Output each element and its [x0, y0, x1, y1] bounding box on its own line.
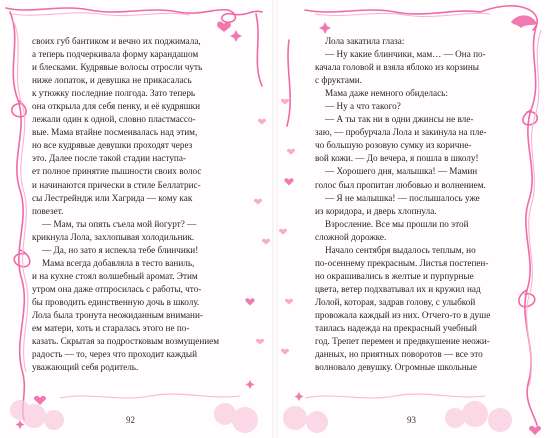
text-line: это. Далее после такой стадии наступа-	[32, 153, 186, 164]
text-line: — Ну какие блинчики, мам… — Она по-	[325, 49, 486, 60]
text-line: — Мам, ты опять съела мой йогурт? —	[42, 218, 197, 229]
text-line: по-осеннему прекрасным. Листья постепен-	[315, 257, 489, 268]
text-line: вые. Мама втайне посмеивалась над этим,	[32, 127, 198, 138]
text-line: — А ты так ни в одни джинсы не вле-	[325, 114, 474, 125]
text-line: таилась надежда на прекрасный учебный	[315, 323, 477, 334]
text-line: ниже лопаток, и девушка не прикасалась	[32, 75, 192, 86]
page-number-right: 93	[407, 415, 416, 425]
text-line: повезет.	[32, 205, 64, 216]
text-line: ем матери, хоть и старалась этого не по-	[32, 323, 190, 334]
text-line: сложной дорожке.	[315, 231, 387, 242]
text-line: ет полное принятие пышности своих волос	[32, 166, 202, 177]
text-line: качала головой и взяла яблоко из корзины	[315, 62, 479, 73]
page-number-left: 92	[126, 415, 135, 425]
text-line: Мама всегда добавляла в тесто ваниль,	[42, 257, 195, 268]
text-line: Начало сентября выдалось теплым, но	[325, 244, 476, 255]
text-line: радость — то, через что проходит каждый	[32, 349, 197, 360]
text-line: Мама даже немного обиделась:	[325, 88, 448, 99]
text-line: казать. Скрытая за подростковым возмущением	[32, 336, 220, 347]
text-line: заю, — пробурчала Лола и закинула на пле-	[315, 127, 487, 138]
right-page	[275, 0, 550, 438]
text-line: цвета, ветер подхватывал их и кружил над	[315, 283, 481, 294]
text-line: из коридора, и дверь хлопнула.	[315, 205, 437, 216]
right-page-text	[315, 35, 512, 374]
text-line: волновало девушку. Огромные школьные	[315, 362, 477, 373]
text-line: Лолой, которая, задрав голову, с улыбкой	[315, 296, 476, 307]
left-page-text	[32, 35, 243, 374]
text-line: и блесками. Кудрявые волосы отросли чуть	[32, 62, 203, 73]
text-line: крикнула Лола, захлопывая холодильник.	[32, 231, 195, 242]
text-line: и на кухне стоял волшебный аромат. Этим	[32, 270, 198, 281]
book-gutter	[272, 0, 278, 438]
text-line: но окрашивались в желтые и пурпурные	[315, 270, 474, 281]
text-line: но все кудрявые девушки проходят через	[32, 140, 193, 151]
text-line: с фруктами.	[315, 75, 362, 86]
text-line: — Ну а что такого?	[325, 101, 401, 112]
text-line: год. Трепет перемен и предвкушение неожи-	[315, 336, 490, 347]
text-line: а теперь подчеркивала форму карандашом	[32, 49, 199, 60]
text-line: Лола закатила глаза:	[325, 36, 405, 46]
text-line: Лола была тронута неожиданным внимани-	[32, 309, 203, 320]
text-line: уважающий себя родитель.	[32, 362, 139, 373]
text-line: своих губ бантиком и вечно их поджимала,	[32, 36, 201, 46]
text-line: — Да, но зато я испекла тебе блинчики!	[42, 244, 199, 255]
text-line: голос был пропитан любовью и волнением.	[315, 179, 486, 190]
text-line: она открыла для себя пенку, и её кудряшки	[32, 101, 201, 112]
text-line: сы Лестрейндж или Хагрида — кому как	[32, 192, 193, 203]
text-line: — Я не малышка! — послышалось уже	[325, 192, 480, 203]
text-line: чо большую розовую сумку из коричне-	[315, 140, 472, 151]
text-line: — Хорошего дня, малышка! — Мамин	[325, 166, 478, 177]
text-line: вой кожи. — До вечера, я пошла в школу!	[315, 153, 479, 164]
text-line: бы проводить единственную дочь в школу.	[32, 296, 200, 307]
text-line: данных, но приятных поворотов — все это	[315, 349, 483, 360]
text-line: лежали один к одной, словно пластмассо-	[32, 114, 196, 125]
text-line: провожала каждый из них. Отчего-то в душе	[315, 309, 491, 320]
text-line: утром она даже отпросилась с работы, что-	[32, 283, 202, 294]
text-line: и начинаются прически в стиле Беллатрис-	[32, 179, 201, 190]
text-line: к утюжку последние полгода. Зато теперь	[32, 88, 196, 99]
text-line: Взросление. Все мы прошли по этой	[325, 218, 469, 229]
